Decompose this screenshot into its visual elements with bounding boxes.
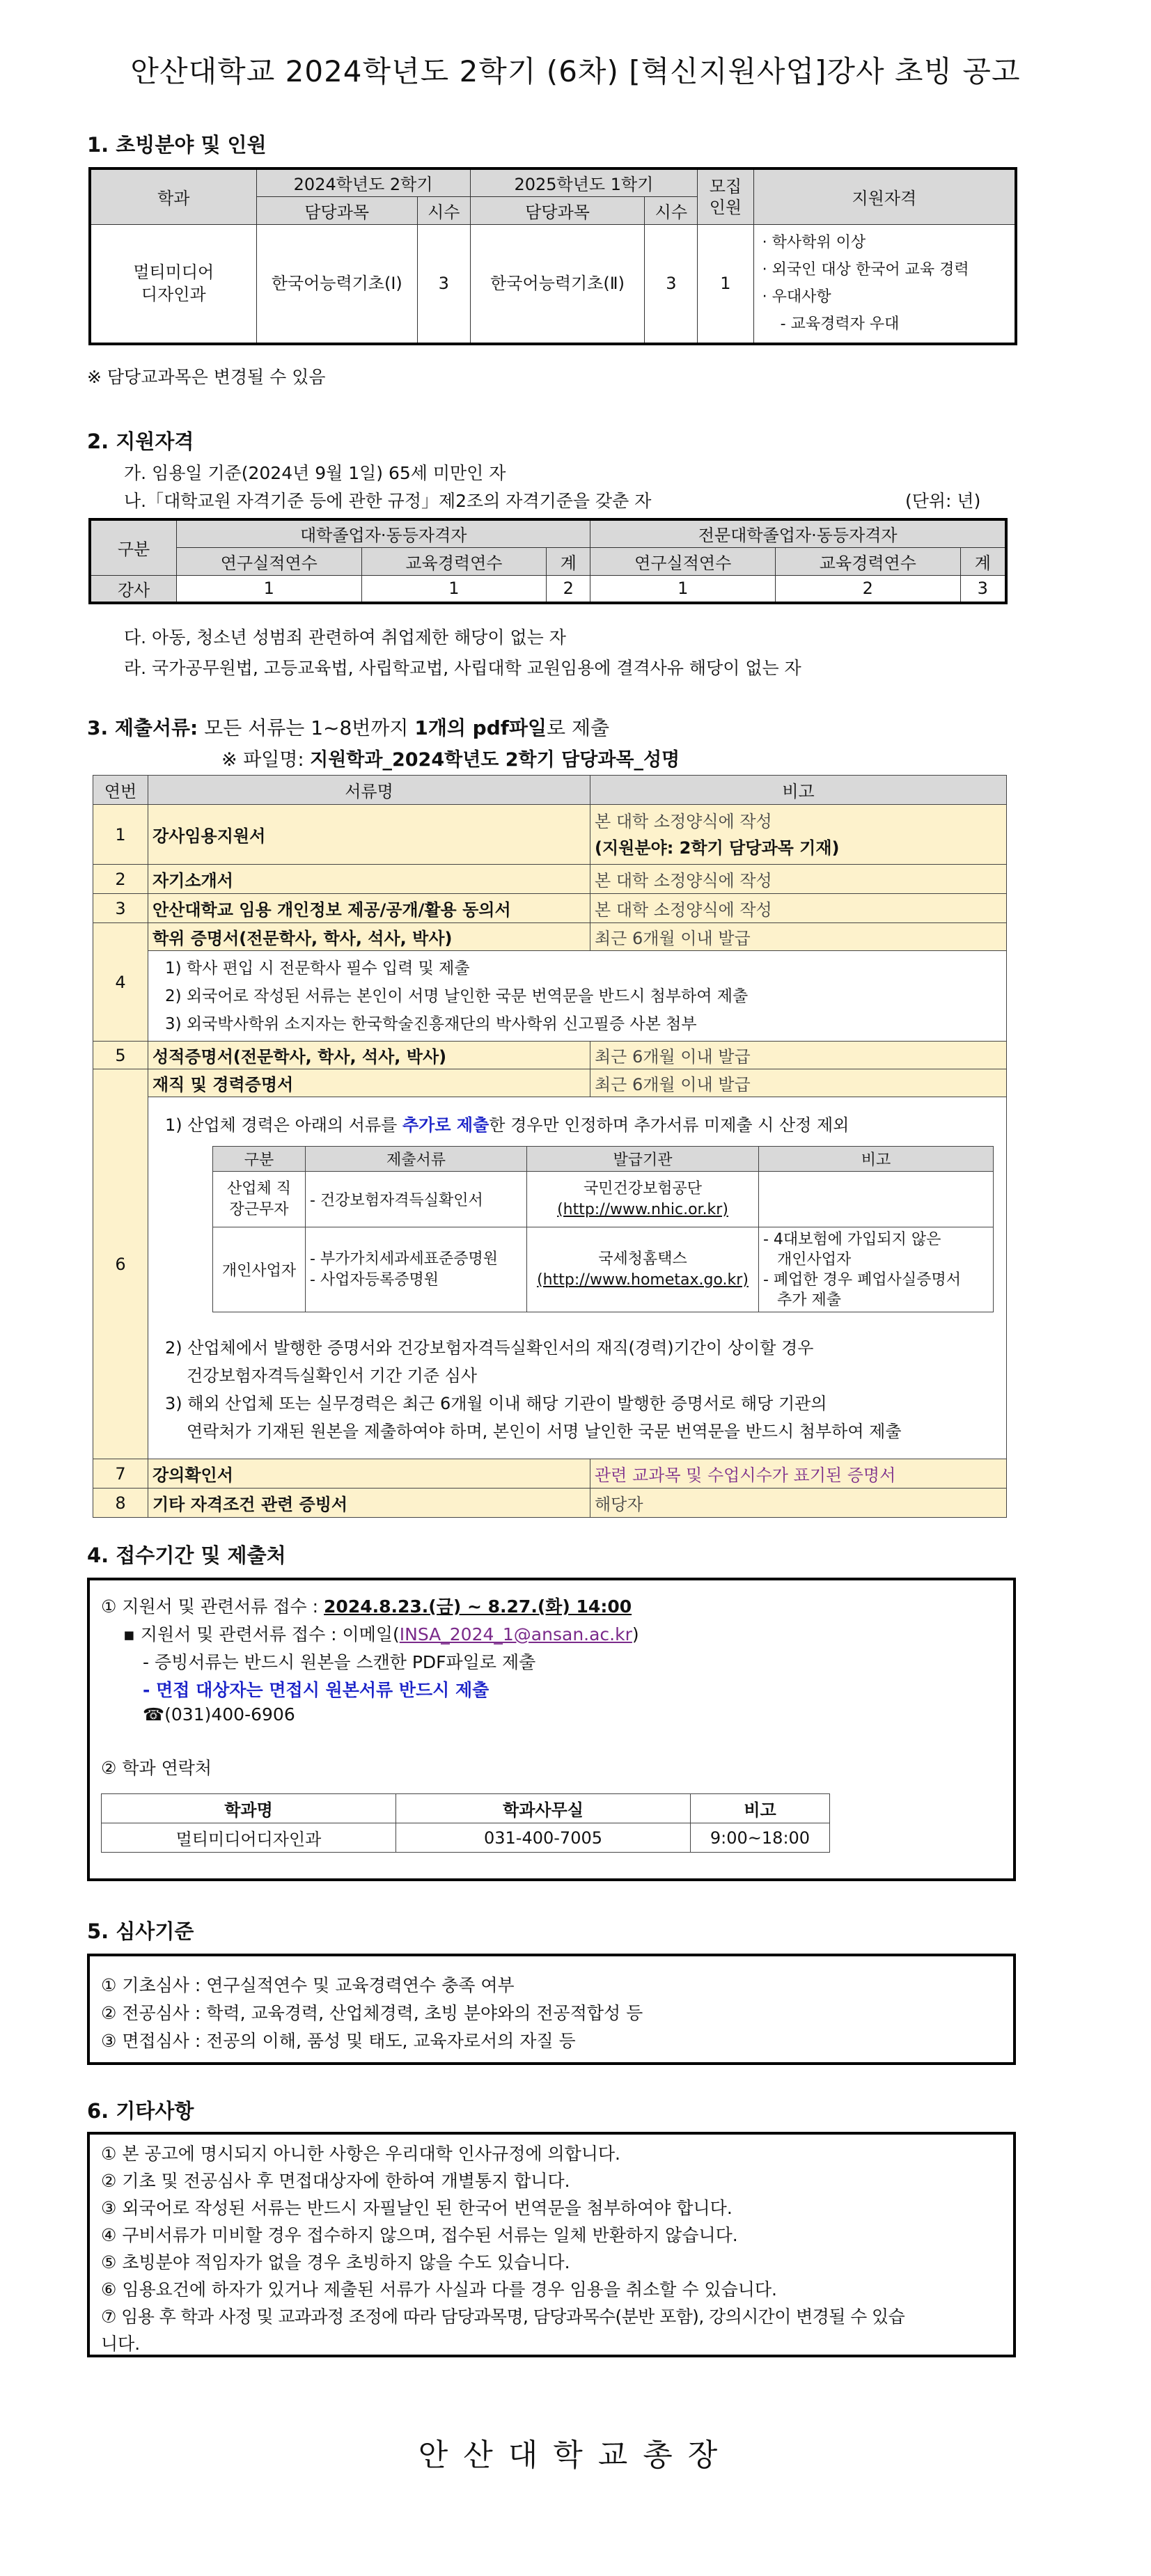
s4-p6: ② 학과 연락처 [101,1758,212,1778]
th-research-2: 연구실적연수 [590,547,776,575]
th-dept: 학과 [90,168,256,224]
th-college: 전문대학졸업자·동등자격자 [590,519,1006,547]
contact-phone: 031-400-7005 [396,1823,691,1853]
s4-box [87,1578,1016,1881]
val-cell: 1 [590,575,776,603]
s3-filename [221,744,680,771]
th-div: 구분 [90,519,177,575]
sub2-note3: - 폐업한 경우 폐업사실증명서 [763,1271,961,1289]
r6-line-1 [165,1111,849,1136]
section6-heading: 6. 기타사항 [87,2099,194,2123]
val-cell: 3 [960,575,1006,603]
doc-name: 학위 증명서(전문학사, 학사, 석사, 박사) [148,923,590,951]
sub2-note2: 개인사업자 [777,1250,852,1269]
r6-details [148,1097,1007,1459]
cell-course2 [470,224,645,344]
doc-name: 강의확인서 [148,1459,590,1489]
row-no: 5 [93,1042,148,1069]
s6-l2: ② 기초 및 전공심사 후 면접대상자에 한하여 개별통지 합니다. [101,2171,570,2191]
r4-line-1: 1) 학사 편입 시 전문학사 필수 입력 및 제출 [165,959,470,977]
th-hours-1: 시수 [417,196,470,224]
s4-p2a: ▪ 지원서 및 관련서류 접수 : 이메일( [123,1624,400,1644]
r6-l1b: 추가로 제출 [402,1115,490,1135]
qualification-table [88,518,1008,604]
row-no: 8 [93,1489,148,1518]
sub2-issuer2: (http://www.hometax.go.kr) [537,1271,749,1289]
th-edu-2: 교육경력연수 [776,547,961,575]
s6-box [87,2132,1016,2357]
r4-line-3: 3) 외국박사학위 소지자는 한국학술진흥재단의 박사학위 신고필증 사본 첨부 [165,1014,697,1033]
row-no: 7 [93,1459,148,1489]
r6-l1c: 한 경우만 인정하며 추가서류 미제출 시 산정 제외 [489,1115,849,1135]
th-no: 연번 [93,776,148,805]
sub1-div [213,1172,306,1227]
doc-name: 강사임용지원서 [148,805,590,865]
s6-l7a: ⑦ 임용 후 학과 사정 및 교과과정 조정에 따라 담당과목명, 담당과목수(분반 포함), 강의시간이 변경될 수 있습 [101,2307,905,2327]
sub-th-docs: 제출서류 [306,1147,527,1172]
cell-recruit: 1 [698,224,753,344]
sub2-note4: 추가 제출 [777,1291,842,1309]
cell-course1 [256,224,417,344]
qual-line-3: · 우대사항 [762,288,831,306]
th-univ: 대학졸업자·동등자격자 [177,519,590,547]
r4-line-2: 2) 외국어로 작성된 서류는 본인이 서명 날인한 국문 번역문을 반드시 첨부하여 제출 [165,987,749,1005]
course1-text: 한국어능력기초(Ⅰ) [271,274,402,294]
cell-qual [753,224,1016,344]
val-cell: 2 [776,575,961,603]
cell-hours1: 3 [417,224,470,344]
sub1-docs: - 건강보험자격득실확인서 [306,1172,527,1227]
s4-p5: ☎(031)400-6906 [143,1704,295,1725]
doc-note: 최근 6개월 이내 발급 [590,1042,1007,1069]
doc-note: 최근 6개월 이내 발급 [590,923,1007,951]
qual-line-1: · 학사학위 이상 [762,234,866,252]
row-no: 1 [93,805,148,865]
sub1-issuer1: 국민건강보험공단 [583,1179,703,1197]
filename-label: ※ 파일명: [221,749,311,771]
sub2-issuer1: 국세청홈택스 [598,1250,687,1268]
s6-l4: ④ 구비서류가 미비할 경우 접수하지 않으며, 접수된 서류는 일체 반환하지 않습니다. [101,2225,738,2245]
r1-note1: 본 대학 소정양식에 작성 [595,811,772,831]
s4-p3: - 증빙서류는 반드시 원본을 스캔한 PDF파일로 제출 [143,1652,536,1672]
s3-heading-rest1: 모든 서류는 1~8번까지 [198,716,415,739]
sub1-issuer2: (http://www.nhic.or.kr) [557,1200,728,1218]
s4-p2 [123,1621,639,1646]
qual-line-2: · 외국인 대상 한국어 교육 경력 [762,261,969,279]
section3-heading [87,713,609,741]
r6-line-3a: 3) 해외 산업체 또는 실무경력은 최근 6개월 이내 해당 기관이 발행한 증명서로 해당 기관의 [165,1394,827,1413]
r6-l1a: 1) 산업체 경력은 아래의 서류를 [165,1115,402,1135]
th-2025: 2025학년도 1학기 [470,168,698,196]
row-no: 6 [93,1069,148,1459]
sub1-note [759,1172,994,1227]
documents-table [93,775,1007,1518]
contact-table [101,1793,830,1853]
s6-l6: ⑥ 임용요건에 하자가 있거나 제출된 서류가 사실과 다를 경우 임용을 취소할 수 있습니다. [101,2279,777,2300]
sub2-div: 개인사업자 [213,1227,306,1312]
sub2-note1: - 4대보험에 가입되지 않은 [763,1230,941,1248]
s2-b: 나.「대학교원 자격기준 등에 관한 규정」제2조의 자격기준을 갖춘 자 [124,491,652,511]
th-course-1: 담당과목 [256,196,417,224]
cell-hours2: 3 [645,224,698,344]
s5-l3: ③ 면접심사 : 전공의 이해, 품성 및 태도, 교육자로서의 자질 등 [101,2031,576,2051]
row-label: 강사 [90,575,177,603]
s5-box [87,1954,1016,2065]
val-cell: 2 [547,575,590,603]
s6-l5: ⑤ 초빙분야 적임자가 없을 경우 초빙하지 않을 수도 있습니다. [101,2252,570,2272]
contact-time: 9:00~18:00 [691,1823,830,1853]
s4-email-link[interactable]: INSA_2024_1@ansan.ac.kr [399,1624,632,1644]
th-hours-2: 시수 [645,196,698,224]
contact-dept: 멀티미디어디자인과 [102,1823,396,1853]
s4-p1 [101,1593,632,1618]
course2-text: 한국어능력기초(Ⅱ) [490,274,625,294]
section2-heading: 2. 지원자격 [87,430,194,453]
r6-line-3b: 연락처가 기재된 원본을 제출하여야 하며, 본인이 서명 날인한 국문 번역문을 반드시 첨부하여 제출 [187,1422,902,1441]
th-sum-1: 계 [547,547,590,575]
row-no: 2 [93,865,148,894]
doc-name: 재직 및 경력증명서 [148,1069,590,1097]
th-contact-dept: 학과명 [102,1794,396,1823]
s3-heading-bold: 1개의 pdf파일 [414,716,547,739]
s2-a: 가. 임용일 기준(2024년 9월 1일) 65세 미만인 자 [124,463,506,483]
th-sum-2: 계 [960,547,1006,575]
section1-heading: 1. 초빙분야 및 인원 [87,133,267,157]
s2-d: 라. 국가공무원법, 고등교육법, 사립학교법, 사립대학 교원임용에 결격사유 해당이 없는 자 [124,658,801,678]
th-contact-office: 학과사무실 [396,1794,691,1823]
th-recruit: 모집 인원 [698,168,753,224]
doc-note: 최근 6개월 이내 발급 [590,1069,1007,1097]
doc-name: 기타 자격조건 관련 증빙서 [148,1489,590,1518]
doc-note: 해당자 [590,1489,1007,1518]
th-contact-note: 비고 [691,1794,830,1823]
sub2-docs1: - 부가가치세과세표준증명원 [310,1250,498,1268]
doc-note: 관련 교과목 및 수업시수가 표기된 증명서 [590,1459,1007,1489]
val-cell: 1 [177,575,362,603]
section4-heading: 4. 접수기간 및 제출처 [87,1544,286,1567]
th-2024: 2024학년도 2학기 [256,168,470,196]
th-note: 비고 [590,776,1007,805]
s4-p2c: ) [632,1624,639,1644]
row-no: 3 [93,894,148,923]
doc-name: 안산대학교 임용 개인정보 제공/공개/활용 동의서 [148,894,590,923]
th-doc: 서류명 [148,776,590,805]
sub1-div-text: 산업체 직장근무자 [226,1179,291,1218]
s5-l1: ① 기초심사 : 연구실적연수 및 교육경력연수 충족 여부 [101,1975,515,1995]
r4-details [148,951,1007,1042]
th-qual: 지원자격 [753,168,1016,224]
s4-p4: - 면접 대상자는 면접시 원본서류 반드시 제출 [143,1680,490,1700]
doc-note: 본 대학 소정양식에 작성 [590,894,1007,923]
sub-th-note: 비고 [759,1147,994,1172]
s3-heading-label: 3. 제출서류: [87,716,198,739]
s6-l7b: 니다. [101,2334,141,2354]
s2-c: 다. 아동, 청소년 성범죄 관련하여 취업제한 해당이 없는 자 [124,627,566,647]
r6-line-2a: 2) 산업체에서 발행한 증명서와 건강보험자격득실확인서의 재직(경력)기간이 상이할 경우 [165,1338,814,1358]
r1-note2: (지원분야: 2학기 담당과목 기재) [595,838,840,858]
r6-line-2b: 건강보험자격득실확인서 기간 기준 심사 [187,1366,478,1385]
cell-dept [90,224,256,344]
filename-value: 지원학과_2024학년도 2학기 담당과목_성명 [310,749,680,771]
industry-subtable [212,1146,994,1312]
page-title: 안산대학교 2024학년도 2학기 (6차) [혁신지원사업]강사 초빙 공고 [130,54,1021,88]
doc-note [590,805,1007,865]
s2-unit: (단위: 년) [905,491,981,511]
sub2-note [759,1227,994,1312]
sub-th-div: 구분 [213,1147,306,1172]
s5-l2: ② 전공심사 : 학력, 교육경력, 산업체경력, 초빙 분야와의 전공적합성 등 [101,2003,643,2023]
s1-note: ※ 담당교과목은 변경될 수 있음 [87,367,326,387]
sub2-docs2: - 사업자등록증명원 [310,1271,439,1289]
th-edu-1: 교육경력연수 [361,547,547,575]
s3-heading-rest2: 로 제출 [547,716,610,739]
qual-line-4: - 교육경력자 우대 [780,315,900,333]
doc-note: 본 대학 소정양식에 작성 [590,865,1007,894]
doc-name: 자기소개서 [148,865,590,894]
val-cell: 1 [361,575,547,603]
sub2-docs [306,1227,527,1312]
footer-signature: 안산대학교총장 [418,2437,733,2473]
th-research-1: 연구실적연수 [177,547,362,575]
row-no: 4 [93,923,148,1042]
sub1-issuer [527,1172,759,1227]
dept-text: 멀티미디어디자인과 [133,262,214,305]
s6-l1: ① 본 공고에 명시되지 아니한 사항은 우리대학 인사규정에 의합니다. [101,2144,620,2164]
s4-p1a: ① 지원서 및 관련서류 접수 : [101,1596,324,1617]
sub2-issuer [527,1227,759,1312]
recruit-table [88,167,1017,345]
s4-period: 2024.8.23.(금) ~ 8.27.(화) 14:00 [324,1596,632,1617]
th-course-2: 담당과목 [470,196,645,224]
sub-th-issuer: 발급기관 [527,1147,759,1172]
section5-heading: 5. 심사기준 [87,1919,194,1943]
doc-name: 성적증명서(전문학사, 학사, 석사, 박사) [148,1042,590,1069]
s6-l3: ③ 외국어로 작성된 서류는 반드시 자필날인 된 한국어 번역문을 첨부하여야 합니다. [101,2198,733,2218]
